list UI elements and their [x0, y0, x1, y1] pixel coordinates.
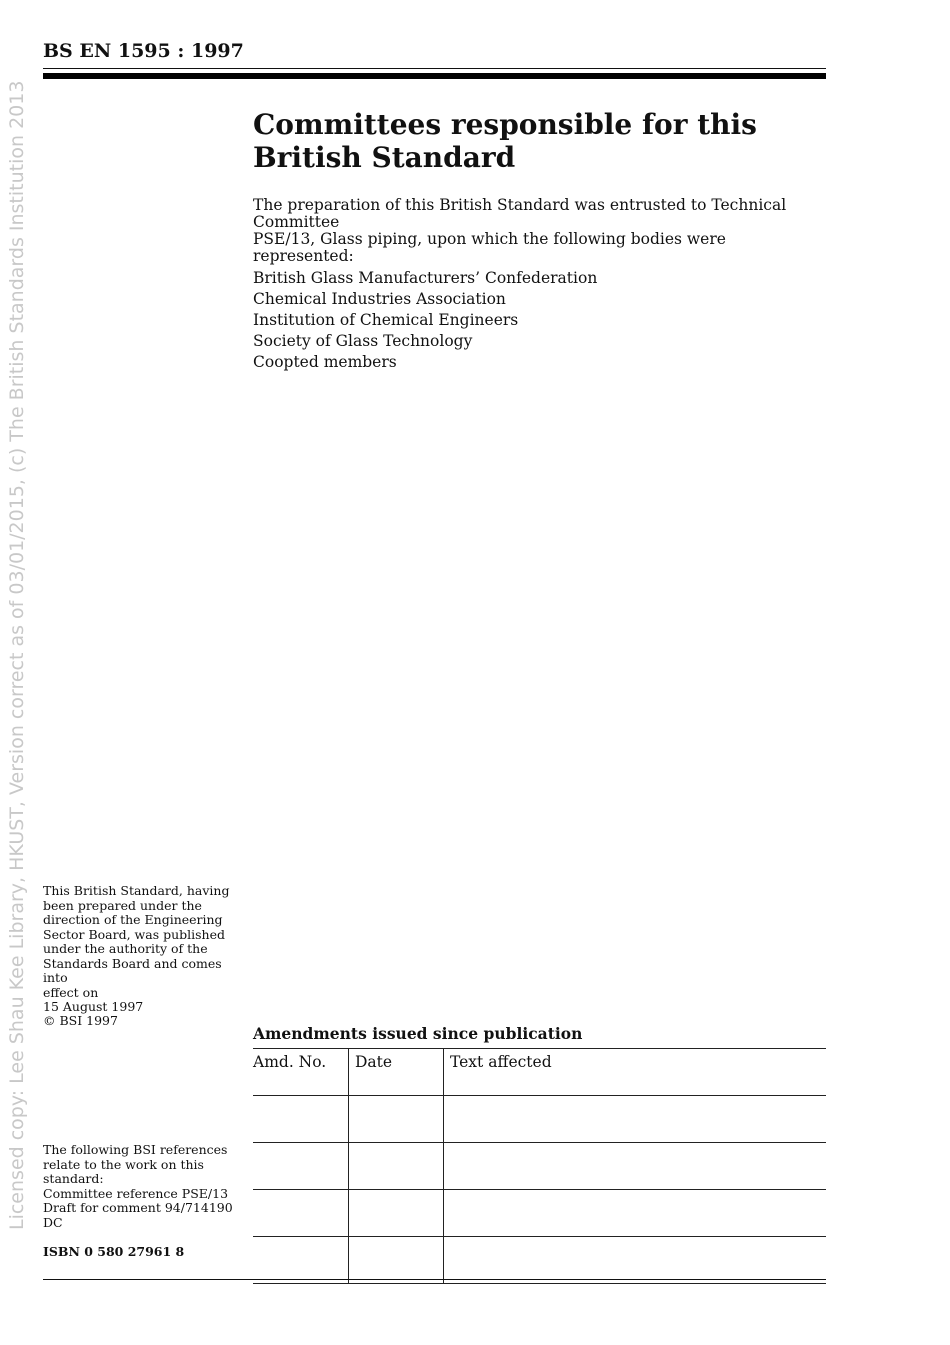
list-item: Coopted members	[253, 353, 397, 371]
reference-line: Draft for comment 94/714190 DC	[43, 1200, 233, 1230]
column-header-date: Date	[349, 1049, 444, 1096]
table-cell	[444, 1190, 827, 1237]
bsi-references	[43, 1143, 243, 1230]
header-rule-thick	[43, 73, 826, 79]
page-title-line-1: Committees responsible for this	[253, 108, 757, 141]
header-rule-thin	[43, 68, 826, 69]
copyright-notice: © BSI 1997	[43, 1013, 118, 1028]
table-cell	[253, 1096, 349, 1143]
reference-line: The following BSI references	[43, 1142, 228, 1157]
reference-line: standard:	[43, 1171, 104, 1186]
reference-line: Committee reference PSE/13	[43, 1185, 229, 1201]
table-cell	[349, 1237, 444, 1284]
list-item: Institution of Chemical Engineers	[253, 311, 519, 329]
amendments-table	[253, 1048, 826, 1284]
table-row	[253, 1096, 826, 1143]
intro-line-1: The preparation of this British Standard was entrusted to Technical Committee	[253, 196, 787, 231]
intro-paragraph	[253, 197, 813, 265]
list-item: Society of Glass Technology	[253, 332, 473, 350]
document-id: BS EN 1595 : 1997	[43, 40, 244, 62]
note-line: This British Standard, having	[43, 883, 230, 898]
note-line: Sector Board, was published	[43, 926, 226, 942]
page-title	[253, 108, 757, 174]
represented-bodies-list	[253, 268, 597, 373]
note-line: 15 August 1997	[43, 999, 144, 1014]
list-item: Chemical Industries Association	[253, 290, 506, 308]
intro-line-2: PSE/13, Glass piping, upon which the following bodies were represented:	[253, 230, 726, 265]
list-item: British Glass Manufacturers’ Confederation	[253, 269, 598, 287]
table-header-row	[253, 1049, 826, 1096]
footer-rule	[43, 1279, 826, 1280]
table-cell	[444, 1143, 827, 1190]
table-cell	[349, 1190, 444, 1237]
note-line: direction of the Engineering	[43, 912, 223, 927]
table-cell	[253, 1190, 349, 1237]
license-watermark: Licensed copy: Lee Shau Kee Library, HKUST, Version correct as of 03/01/2015, (c) The British Standards Institution 2013	[6, 80, 28, 1230]
table-row	[253, 1143, 826, 1190]
table-cell	[444, 1237, 827, 1284]
table-cell	[253, 1237, 349, 1284]
note-line: Standards Board and comes into	[43, 955, 222, 985]
note-line: effect on	[43, 984, 99, 1000]
table-cell	[349, 1143, 444, 1190]
table-row	[253, 1237, 826, 1284]
isbn-number: ISBN 0 580 27961 8	[43, 1244, 185, 1259]
amendments-title: Amendments issued since publication	[253, 1024, 583, 1043]
table-cell	[349, 1096, 444, 1143]
column-header-text-affected: Text affected	[444, 1049, 827, 1096]
note-line: been prepared under the	[43, 897, 202, 913]
column-header-amd-no: Amd. No.	[253, 1049, 349, 1096]
table-row	[253, 1190, 826, 1237]
table-cell	[444, 1096, 827, 1143]
note-line: under the authority of the	[43, 941, 208, 956]
publication-note	[43, 884, 243, 1015]
page-title-line-2: British Standard	[253, 141, 516, 174]
reference-line: relate to the work on this	[43, 1156, 204, 1172]
table-cell	[253, 1143, 349, 1190]
